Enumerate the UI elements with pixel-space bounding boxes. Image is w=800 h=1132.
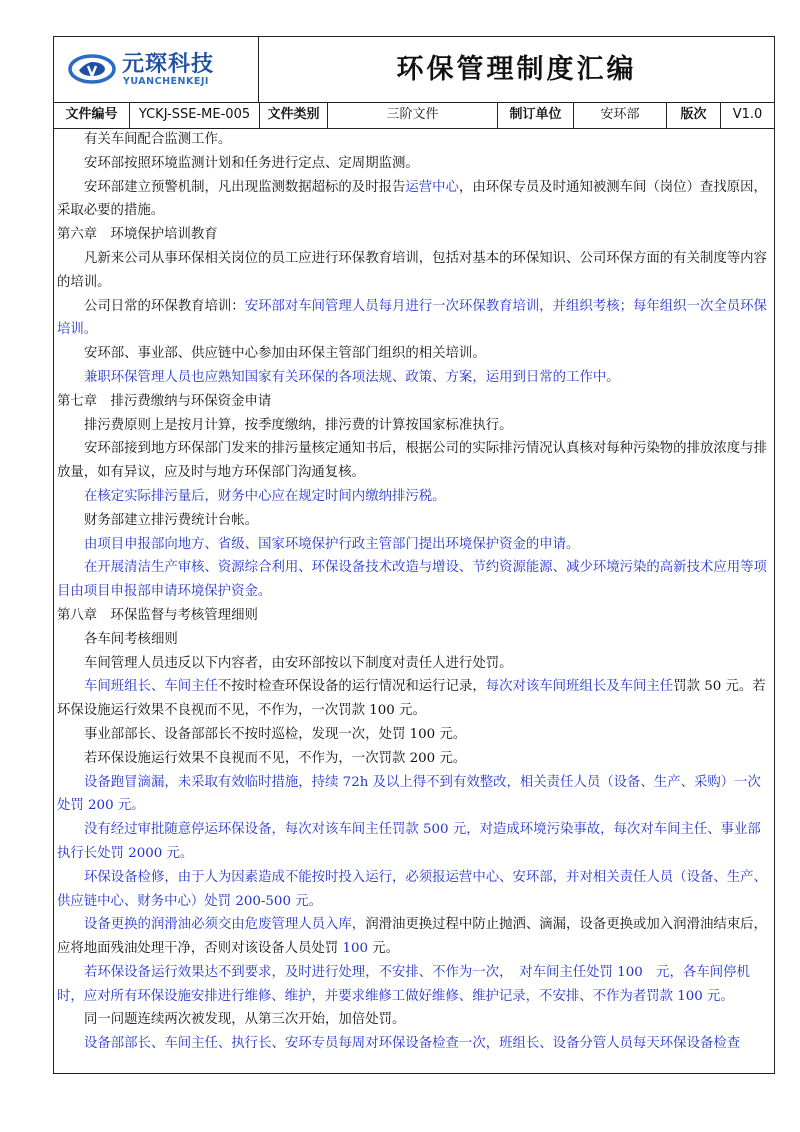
paragraph: 安环部接到地方环保部门发来的排污量核定通知书后，根据公司的实际排污情况认真核对每种污染物的排放浓度与排放量，如有异议，应及时与地方环保部门沟通复核。 xyxy=(57,441,767,481)
paragraph: 环保设备检修，由于人为因素造成不能按时投入运行，必须报运营中心、安环部，并对相关责任人员（设备、生产、供应链中心、财务中心）处罚 200-500 元。 xyxy=(57,869,767,909)
doc-no-value: YCKJ-SSE-ME-005 xyxy=(130,102,260,128)
category-value: 三阶文件 xyxy=(328,102,498,128)
logo-text-en: YUANCHENKEJI xyxy=(123,76,209,87)
paragraph xyxy=(57,295,773,343)
document-header xyxy=(54,37,774,103)
unit-label: 制订单位 xyxy=(498,102,574,128)
text-run: 安环部建立预警机制，凡出现监测数据超标的及时报告 xyxy=(84,179,406,195)
paragraph: 各车间考核细则 xyxy=(84,631,178,647)
paragraph: 在核定实际排污量后，财务中心应在规定时间内缴纳排污税。 xyxy=(84,488,446,504)
paragraph xyxy=(57,675,773,723)
unit-value: 安环部 xyxy=(574,102,667,128)
paragraph: 兼职环保管理人员也应熟知国家有关环保的各项法规、政策、方案，运用到日常的工作中。 xyxy=(84,369,620,385)
document-body xyxy=(57,128,773,1056)
document-meta-row xyxy=(54,102,774,129)
highlight-text: 100 xyxy=(342,941,369,957)
paragraph: 设备部部长、车间主任、执行长、安环专员每周对环保设备检查一次，班组长、设备分管人员每天环保设备检查 xyxy=(84,1036,741,1052)
paragraph xyxy=(57,913,773,961)
paragraph: 同一问题连续两次被发现，从第三次开始，加倍处罚。 xyxy=(84,1012,406,1028)
paragraph: 安环部按照环境监测计划和任务进行定点、定周期监测。 xyxy=(84,155,419,171)
highlight-text: 设备更换的润滑油必须交由危废管理人员入库， xyxy=(84,917,366,933)
chapter-heading-7: 第七章 排污费缴纳与环保资金申请 xyxy=(57,393,272,409)
paragraph xyxy=(57,176,773,224)
text-run: 元。 xyxy=(368,941,400,957)
category-label: 文件类别 xyxy=(260,102,328,128)
version-value: V1.0 xyxy=(732,107,763,122)
doc-no-label: 文件编号 xyxy=(54,102,130,128)
paragraph: 财务部建立排污费统计台帐。 xyxy=(84,512,259,528)
paragraph: 没有经过审批随意停运环保设备，每次对该车间主任罚款 500 元，对造成环境污染事故，每次对车间主任、事业部执行长处罚 2000 元。 xyxy=(57,822,761,861)
paragraph: 排污费原则上是按月计算，按季度缴纳，排污费的计算按国家标准执行。 xyxy=(84,417,513,433)
text-run: ，由环保专员及时通知被测车间（岗位）查找原因，采取必要的措施。 xyxy=(57,179,767,219)
paragraph: 若环保设施运行效果不良视而不见，不作为，一次罚款 200 元。 xyxy=(84,750,467,766)
paragraph: 若环保设备运行效果达不到要求，及时进行处理，不安排、不作为一次， 对车间主任处罚 100 元，各车间停机时，应对所有环保设施安排进行维修、维护，并要求维修工做好维修、维护记录，不安排、不作为者罚款 100 元。 xyxy=(57,964,750,1004)
logo-text-cn: 元琛科技 xyxy=(122,52,215,77)
text-run: 公司日常的环保教育培训： xyxy=(84,298,245,314)
highlight-text: 运营中心 xyxy=(405,179,459,195)
paragraph: 安环部、事业部、供应链中心参加由环保主管部门组织的相关培训。 xyxy=(84,346,486,362)
text-run: 润滑油更换过程中防止抛洒、滴漏，设备更换或加入润滑油结束后，应将地面残油处理干净，否则对该设备人员处罚 xyxy=(57,917,767,957)
paragraph: 在开展清洁生产审核、资源综合利用、环保设备技术改造与增设、节约资源能源、减少环境污染的高新技术应用等项目由项目申报部申请环境保护资金。 xyxy=(57,560,767,600)
document-title: 环保管理制度汇编 xyxy=(396,54,637,85)
chapter-heading-6: 第六章 环境保护培训教育 xyxy=(57,227,218,243)
version-label: 版次 xyxy=(667,102,721,128)
document-frame xyxy=(53,36,775,1074)
highlight-text: 每次对该车间班组长及车间主任 xyxy=(485,679,674,695)
text-run: 不按时检查环保设备的运行情况和运行记录， xyxy=(217,679,486,695)
paragraph: 设备跑冒滴漏，未采取有效临时措施，持续 72h 及以上得不到有效整改，相关责任人员（设备、生产、采购）一次处罚 200 元。 xyxy=(57,774,761,814)
chapter-heading-8: 第八章 环保监督与考核管理细则 xyxy=(57,607,258,623)
paragraph: 有关车间配合监测工作。 xyxy=(84,132,232,147)
paragraph: 车间管理人员违反以下内容者，由安环部按以下制度对责任人进行处罚。 xyxy=(84,655,513,671)
logo-swoosh-icon xyxy=(68,52,116,86)
company-logo xyxy=(54,37,259,102)
highlight-text: 安环部对车间管理人员每月进行一次环保教育培训，并组织考核；每年组织一次全员环保培训。 xyxy=(57,298,767,338)
highlight-text: 车间班组长、车间主任 xyxy=(84,679,218,695)
paragraph: 凡新来公司从事环保相关岗位的员工应进行环保教育培训，包括对基本的环保知识、公司环保方面的有关制度等内容的培训。 xyxy=(57,250,767,290)
paragraph: 事业部部长、设备部部长不按时巡检，发现一次，处罚 100 元。 xyxy=(84,726,467,742)
text-run: 罚款 50 元。若环保设施运行效果不良视而不见，不作为，一次罚款 100 元。 xyxy=(57,679,766,719)
paragraph: 由项目申报部向地方、省级、国家环境保护行政主管部门提出环境保护资金的申请。 xyxy=(84,536,580,552)
